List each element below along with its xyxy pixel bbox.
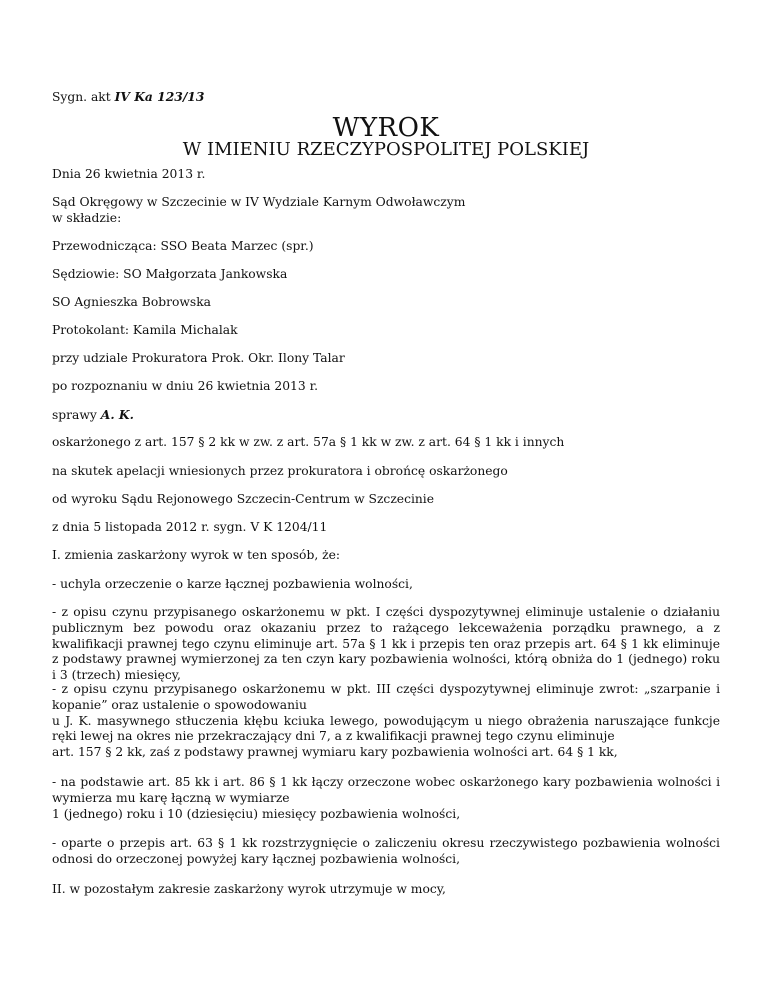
defendant-name: A. K.: [100, 407, 134, 422]
ruling-point-2: II. w pozostałym zakresie zaskarżony wyrok utrzymuje w mocy,: [52, 882, 446, 896]
judgment-subtitle: W IMIENIU RZECZYPOSPOLITEJ POLSKIEJ: [182, 139, 590, 160]
judgment-title: WYROK: [332, 113, 440, 143]
court-composition: Sąd Okręgowy w Szczecinie w IV Wydziale Karnym Odwoławczym w składzie:: [52, 195, 466, 225]
ruling-item-c: - z opisu czynu przypisanego oskarżonemu w pkt. III części dyspozytywnej eliminuje zwrot: „szarpanie i kopanie” oraz ustalenie o spowodowaniu u J. K. masywnego stłuczenia kłębu kciuka lewego, powodującym u niego obrażenia naruszające funkcje ręki lewej na okres nie przekraczający dni 7, a z kwalifikacji prawnej tego czynu eliminuje art. 157 § 2 kk, zaś z podstawy prawnej wymiaru kary pozbawienia wolności art. 64 § 1 kk,: [52, 682, 720, 760]
ruling-item-b: - z opisu czynu przypisanego oskarżonemu w pkt. I części dyspozytywnej eliminuje ustalenie o działaniu publicznym bez powodu oraz okazaniu przez to rażącego lekceważenia porządku prawnego, a z kwalifikacji prawnej tego czynu eliminuje art. 57a § 1 kk i przepis ten oraz przepis art. 64 § 1 kk eliminuje z podstawy prawnej wymierzonej za ten czyn kary pozbawienia wolności, którą obniża do 1 (jednego) roku i 3 (trzech) miesięcy,: [52, 605, 720, 683]
appeal-line: na skutek apelacji wniesionych przez prokuratora i obrońcę oskarżonego: [52, 464, 508, 478]
hearing-date: po rozpoznaniu w dniu 26 kwietnia 2013 r.: [52, 379, 319, 393]
charges: oskarżonego z art. 157 § 2 kk w zw. z art. 57a § 1 kk w zw. z art. 64 § 1 kk i innych: [52, 435, 565, 449]
ruling-item-e: - oparte o przepis art. 63 § 1 kk rozstrzygnięcie o zaliczeniu okresu rzeczywistego pozbawienia wolności odnosi do orzeczonej powyżej kary łącznej pozbawienia wolności,: [52, 836, 720, 866]
case-reference-label: Sygn. akt: [52, 90, 111, 104]
judges-line-2: SO Agnieszka Bobrowska: [52, 295, 211, 309]
lower-court-judgment: od wyroku Sądu Rejonowego Szczecin-Centrum w Szczecinie: [52, 492, 435, 506]
case-reference: [52, 89, 720, 106]
presiding-judge: Przewodnicząca: SSO Beata Marzec (spr.): [52, 239, 314, 253]
date-line: Dnia 26 kwietnia 2013 r.: [52, 167, 206, 181]
ruling-item-d: - na podstawie art. 85 kk i art. 86 § 1 kk łączy orzeczone wobec oskarżonego kary pozbawienia wolności i wymierza mu karę łączną w wymiarze 1 (jednego) roku i 10 (dziesięciu) miesięcy pozbawienia wolności,: [52, 775, 720, 821]
court-clerk: Protokolant: Kamila Michalak: [52, 323, 238, 337]
case-number: IV Ka 123/13: [114, 89, 205, 104]
case-of: [52, 407, 720, 424]
judgment-date-ref: z dnia 5 listopada 2012 r. sygn. V K 1204/11: [52, 520, 328, 534]
prosecutor-line: przy udziale Prokuratora Prok. Okr. Ilony Talar: [52, 351, 345, 365]
ruling-item-a: - uchyla orzeczenie o karze łącznej pozbawienia wolności,: [52, 577, 413, 591]
case-of-label: sprawy: [52, 408, 97, 422]
ruling-point-1: I. zmienia zaskarżony wyrok w ten sposób, że:: [52, 548, 341, 562]
judges-line-1: Sędziowie: SO Małgorzata Jankowska: [52, 267, 288, 281]
